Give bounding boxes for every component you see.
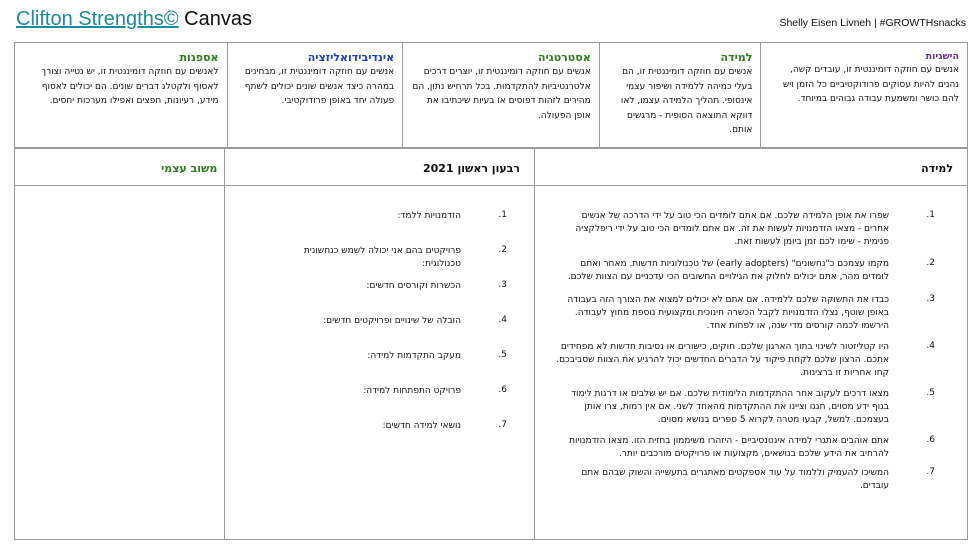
quarter-plan-list bbox=[275, 210, 507, 455]
strengths-row bbox=[14, 42, 968, 148]
item-number: 5. bbox=[498, 350, 507, 360]
strength-description: אנשים עם חוזקה דומיננטית זו, מבחינים במהרה כיצד אנשים שונים יכולים לשתף פעולה יחד באופן פרודוקטיבי. bbox=[244, 67, 395, 106]
list-item bbox=[555, 467, 935, 491]
column-divider bbox=[224, 149, 225, 539]
item-text: כבדו את התשוקה שלכם ללמידה. אם אתם לא יכולים למצוא את הצורך הזה בעבודה באופן שוטף, נצלו הזדמנויות לקבל הכשרה חינוכית ומקצועית נוספת מחוץ לעבודה. הירשמו לכמה קורסים מדי שנה, או לפחות אחד. bbox=[567, 295, 889, 331]
item-number: 5. bbox=[926, 388, 935, 398]
list-item bbox=[275, 315, 507, 350]
item-text: פרויקט התפתחות למידה: bbox=[363, 386, 461, 396]
strength-title: אספנות bbox=[179, 51, 219, 64]
item-text: מעקב התקדמות למידה: bbox=[367, 351, 461, 361]
item-text: המשיכו להעמיק וללמוד על עוד אספקטים מאתגרים בתעשייה והשוק שבהם אתם עובדים. bbox=[581, 468, 889, 491]
strength-description: אנשים עם חוזקה דומיננטית זו, עובדים קשה, נהנים להיות עסוקים פרודוקטיביים כל הזמן ויש להם כושר ומשמעת עבודה גבוהים במיוחד. bbox=[782, 65, 959, 104]
item-text: מקמו עצמכם כ"נחשונים" (early adopters) של טכנולוגיות חדשות. מאחר ואתם לומדים מהר, אתם יכולים לחלוק את הגילויים החשובים הכי עדכניים עם הצוות שלכם. bbox=[567, 259, 889, 282]
strength-description: אנשים עם חוזקה דומיננטית זו, הם בעלי כמיהה ללמידה ושיפור עצמי אינסופי. תהליך הלמידה עצמו, לאו דווקא התוצאה הסופית - מרגשים אותם. bbox=[620, 67, 753, 135]
strength-title: למידה bbox=[720, 51, 753, 64]
list-item bbox=[555, 435, 935, 467]
item-text: היו קטליזטור לשינוי בתוך הארגון שלכם. חוקים, כישורים או נסיבות חדשות לא מפחידים אתכם. הרצון שלכם לקחת פיקוד על הדברים החדשים יכול להרגיע את הצוות שסביבכם. קחו אחריות זו ברצינות. bbox=[556, 342, 889, 378]
item-number: 4. bbox=[498, 315, 507, 325]
item-text: אתם אוהבים אתגרי למידה אינטנסיביים - היזהרו משיממון בחזית הזו. מצאו הזדמנויות להרחיב את הידע שלכם בנושאים, מקצועות או פרויקטים מורכבים יותר. bbox=[569, 436, 889, 459]
strength-description: לאנשים עם חוזקה דומיננטית זו, יש נטייה וצורך לאסוף ולקטלג דברים שונים. הם יכולים לאסוף מידע, רעיונות, חפצים ואפילו מערכות יחסים. bbox=[41, 67, 219, 106]
item-text: נושאי למידה חדשים: bbox=[382, 421, 461, 431]
item-text: פרויקטים בהם אני יכולה לשמש כנחשונית טכנולוגית: bbox=[303, 246, 461, 269]
item-text: שפרו את אופן הלמידה שלכם. אם אתם לומדים הכי טוב על ידי הדרכה של אנשים אחרים - מצאו הזדמנויות לעשות את זה. אם אתם לומדים הכי טוב על ידי ריפלקציה פנימית - שימו לכם זמן ביומן לעשות זאת. bbox=[575, 211, 889, 247]
list-item bbox=[555, 388, 935, 435]
list-item bbox=[275, 385, 507, 420]
item-text: הכשרות וקורסים חדשים: bbox=[366, 281, 461, 291]
clifton-strengths-link[interactable]: Clifton Strengths© bbox=[16, 8, 179, 30]
item-number: 4. bbox=[926, 341, 935, 351]
list-item bbox=[275, 280, 507, 315]
list-item bbox=[275, 350, 507, 385]
list-item bbox=[555, 210, 935, 258]
item-number: 1. bbox=[926, 210, 935, 220]
header-divider bbox=[15, 185, 967, 186]
item-number: 7. bbox=[926, 467, 935, 477]
list-item bbox=[275, 245, 507, 280]
list-item bbox=[275, 210, 507, 245]
strength-description: אנשים עם חוזקה דומיננטית זו, יוצרים דרכים אלטרנטיביות להתקדמות. בכל תרחיש נתון, הם מהירים לזהות דפוסים או בעיות שיכתיבו את אופן הפעולה. bbox=[412, 67, 591, 121]
item-number: 3. bbox=[926, 294, 935, 304]
item-number: 6. bbox=[926, 435, 935, 445]
action-grid bbox=[14, 148, 968, 540]
item-number: 2. bbox=[498, 245, 507, 255]
self-feedback-column-header: משוב עצמי bbox=[161, 162, 218, 175]
learning-actions-list bbox=[555, 210, 935, 491]
strength-title: הישגיות bbox=[925, 51, 959, 62]
strength-title: אינדיבידואליזציה bbox=[307, 51, 395, 64]
author-credit: Shelly Eisen Livneh | #GROWTHsnacks bbox=[779, 17, 966, 29]
strength-card-individualization bbox=[228, 43, 404, 147]
title-suffix: Canvas bbox=[184, 8, 252, 30]
item-number: 2. bbox=[926, 258, 935, 268]
list-item bbox=[555, 341, 935, 388]
item-number: 3. bbox=[498, 280, 507, 290]
item-number: 1. bbox=[498, 210, 507, 220]
item-text: מצאו דרכים לעקוב אחר ההתקדמות הלימודית שלכם. אם יש שלבים או דרגות לימוד בגוף ידע מסוים, חגגו וציינו את ההתקדמות מהאחד לשני. אם אין רמות, צרו אותן בעצמכם. למשל, קבעו מטרה לקרוא 5 ספרים בנושא מסוים. bbox=[571, 389, 889, 425]
strength-title: אסטרטגיה bbox=[538, 51, 591, 64]
strength-card-achiever bbox=[761, 43, 967, 147]
list-item bbox=[275, 420, 507, 455]
quarter-column-header: רבעון ראשון 2021 bbox=[423, 162, 521, 175]
canvas-title bbox=[16, 8, 252, 31]
learning-column-header: למידה bbox=[921, 162, 953, 175]
item-text: הובלה של שינויים ופרויקטים חדשים: bbox=[323, 316, 461, 326]
column-divider bbox=[534, 149, 535, 539]
list-item bbox=[555, 258, 935, 294]
strength-card-strategic bbox=[403, 43, 600, 147]
item-number: 7. bbox=[498, 420, 507, 430]
list-item bbox=[555, 294, 935, 341]
item-text: הזדמנויות ללמד: bbox=[397, 211, 461, 221]
item-number: 6. bbox=[498, 385, 507, 395]
strength-card-input bbox=[15, 43, 228, 147]
strength-card-learner bbox=[600, 43, 762, 147]
